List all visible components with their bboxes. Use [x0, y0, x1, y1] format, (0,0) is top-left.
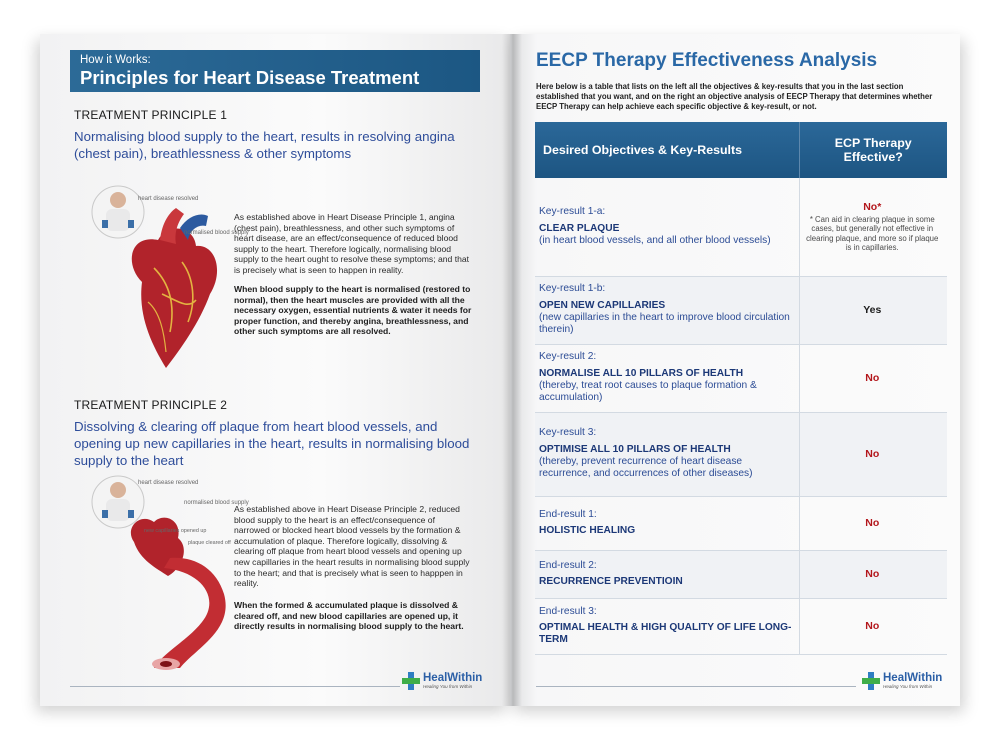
row-desc: (thereby, prevent recurrence of heart disease recurrence, and occurrences of other diseases) — [539, 456, 753, 480]
principle2-label: TREATMENT PRINCIPLE 2 — [74, 398, 228, 412]
objective-cell — [535, 412, 799, 496]
row-label: End-result 1: — [539, 508, 597, 520]
row-name: RECURRENCE PREVENTIOIN — [539, 576, 683, 587]
answer-cell — [799, 598, 947, 654]
callout-normalised: normalised blood supply — [184, 230, 249, 236]
row-name: OPTIMAL HEALTH & HIGH QUALITY OF LIFE LONG-TERM — [539, 621, 792, 646]
objective-cell — [535, 178, 799, 276]
heart-illustration — [84, 182, 249, 378]
principle1-paragraph: As established above in Heart Disease Principle 1, angina (chest pain), breathlessness, and other such symptoms of heart disease, are an effect/consequence of reduced blood supply to the heart. Therefore logically, normalising blood supply to the heart ought to resolve these symptoms; and that is precisely what is seen to happen in reality. — [234, 212, 470, 275]
callout2-plaque: plaque cleared off — [188, 540, 231, 546]
objective-cell — [535, 550, 799, 598]
effectiveness-table — [535, 122, 947, 655]
footer-rule — [536, 686, 856, 687]
principle2-paragraph: As established above in Heart Disease Principle 2, reduced blood supply to the heart is an effect/consequence of narrowed or blocked heart blood vessels by the formation & accumulation of plaque. Therefore logically, dissolving & clearing off plaque from heart blood vessels and opening up new capillaries in the heart results in normalising blood supply to the heart; and that is precisely what is seen to happpen in reality. — [234, 504, 470, 589]
callout2-capillaries: new capillaries opened up — [144, 528, 207, 534]
row-name: OPTIMISE ALL 10 PILLARS OF HEALTH — [539, 443, 731, 455]
callout-resolved: heart disease resolved — [138, 196, 199, 202]
row-label: Key-result 2: — [539, 351, 597, 363]
row-name: CLEAR PLAQUE — [539, 222, 620, 234]
answer-value: No* — [863, 200, 882, 213]
section-title: Principles for Heart Disease Treatment — [80, 67, 420, 88]
answer-value: No — [865, 517, 880, 529]
row-name: HOLISTIC HEALING — [539, 525, 636, 536]
table-row — [535, 412, 947, 496]
row-label: Key-result 3: — [539, 427, 597, 439]
section-header — [70, 50, 480, 92]
page-title: EECP Therapy Effectiveness Analysis — [536, 50, 878, 71]
answer-cell — [799, 276, 947, 344]
brand-tagline: Healing You from Within — [423, 684, 473, 689]
answer-cell — [799, 412, 947, 496]
callout2-resolved: heart disease resolved — [138, 480, 199, 486]
principle2-heading: Dissolving & clearing off plaque from heart blood vessels, and opening up new capillaries in the heart, results in normalising blood supply to the heart — [74, 419, 470, 468]
brand-logo — [402, 672, 482, 690]
cross-icon — [862, 672, 880, 690]
cross-icon — [402, 672, 420, 690]
row-name: NORMALISE ALL 10 PILLARS OF HEALTH — [539, 367, 744, 379]
col-header-effective: ECP Therapy Effective? — [799, 122, 947, 178]
row-label: End-result 3: — [539, 605, 597, 617]
table-row — [535, 344, 947, 412]
callout2-normalised: normalised blood supply — [184, 500, 249, 506]
table-row — [535, 276, 947, 344]
answer-cell — [799, 496, 947, 550]
footer-rule — [70, 686, 400, 687]
table-row — [535, 598, 947, 654]
objective-cell — [535, 344, 799, 412]
artery-illustration — [84, 472, 249, 672]
answer-cell — [799, 550, 947, 598]
principle1-label: TREATMENT PRINCIPLE 1 — [74, 108, 228, 122]
row-label: End-result 2: — [539, 559, 597, 571]
row-desc: (new capillaries in the heart to improve blood circulation therein) — [539, 312, 790, 336]
answer-value: No — [865, 620, 880, 632]
right-page — [510, 34, 960, 706]
table-row — [535, 496, 947, 550]
answer-value: No — [865, 568, 880, 580]
table-header-row — [535, 122, 947, 178]
intro-text: Here below is a table that lists on the left all the objectives & key-results that you in the last section established that you want, and on the right an objective analysis of EECP Therapy that determines whether EECP Therapy can help achieve each specific objective & key-result, or not. — [536, 82, 933, 111]
left-page — [40, 34, 510, 706]
table-row — [535, 550, 947, 598]
answer-value: No — [865, 448, 880, 460]
row-desc: (in heart blood vessels, and all other blood vessels) — [539, 234, 771, 246]
col-header-objectives: Desired Objectives & Key-Results — [535, 122, 799, 178]
answer-cell — [799, 344, 947, 412]
objective-cell — [535, 496, 799, 550]
brand-name: HealWithin — [423, 672, 483, 684]
answer-value: Yes — [863, 304, 882, 316]
row-name: OPEN NEW CAPILLARIES — [539, 299, 666, 311]
objective-cell — [535, 598, 799, 654]
principle2-paragraph-bold: When the formed & accumulated plaque is dissolved & cleared off, and new blood capillaries are opened up, it directly results in normalising blood supply to the heart. — [234, 600, 464, 632]
principle1-paragraph-bold: When blood supply to the heart is normalised (restored to normal), then the heart muscles are provided with all the necessary oxygen, essential nutrients & water it needs for proper function, and thereby angina, breathlessness, and other such symptoms are all resolved. — [234, 284, 472, 337]
principle1-heading: Normalising blood supply to the heart, results in resolving angina (chest pain), breathlessness & other symptoms — [74, 129, 455, 161]
row-desc: (thereby, treat root causes to plaque formation & accumulation) — [539, 380, 757, 404]
section-eyebrow: How it Works: — [80, 54, 151, 66]
objective-cell — [535, 276, 799, 344]
brand-name: HealWithin — [883, 672, 943, 684]
open-brochure — [40, 34, 960, 706]
brand-logo — [862, 672, 942, 690]
brand-tagline: Healing You from Within — [883, 684, 933, 689]
answer-note: * Can aid in clearing plaque in some cases, but generally not effective in clearing plaque, and more so if plaque is in capillaries. — [806, 214, 939, 253]
table-row — [535, 178, 947, 276]
row-label: Key-result 1-b: — [539, 283, 606, 295]
answer-value: No — [865, 372, 880, 384]
row-label: Key-result 1-a: — [539, 206, 606, 218]
answer-cell — [799, 178, 947, 276]
